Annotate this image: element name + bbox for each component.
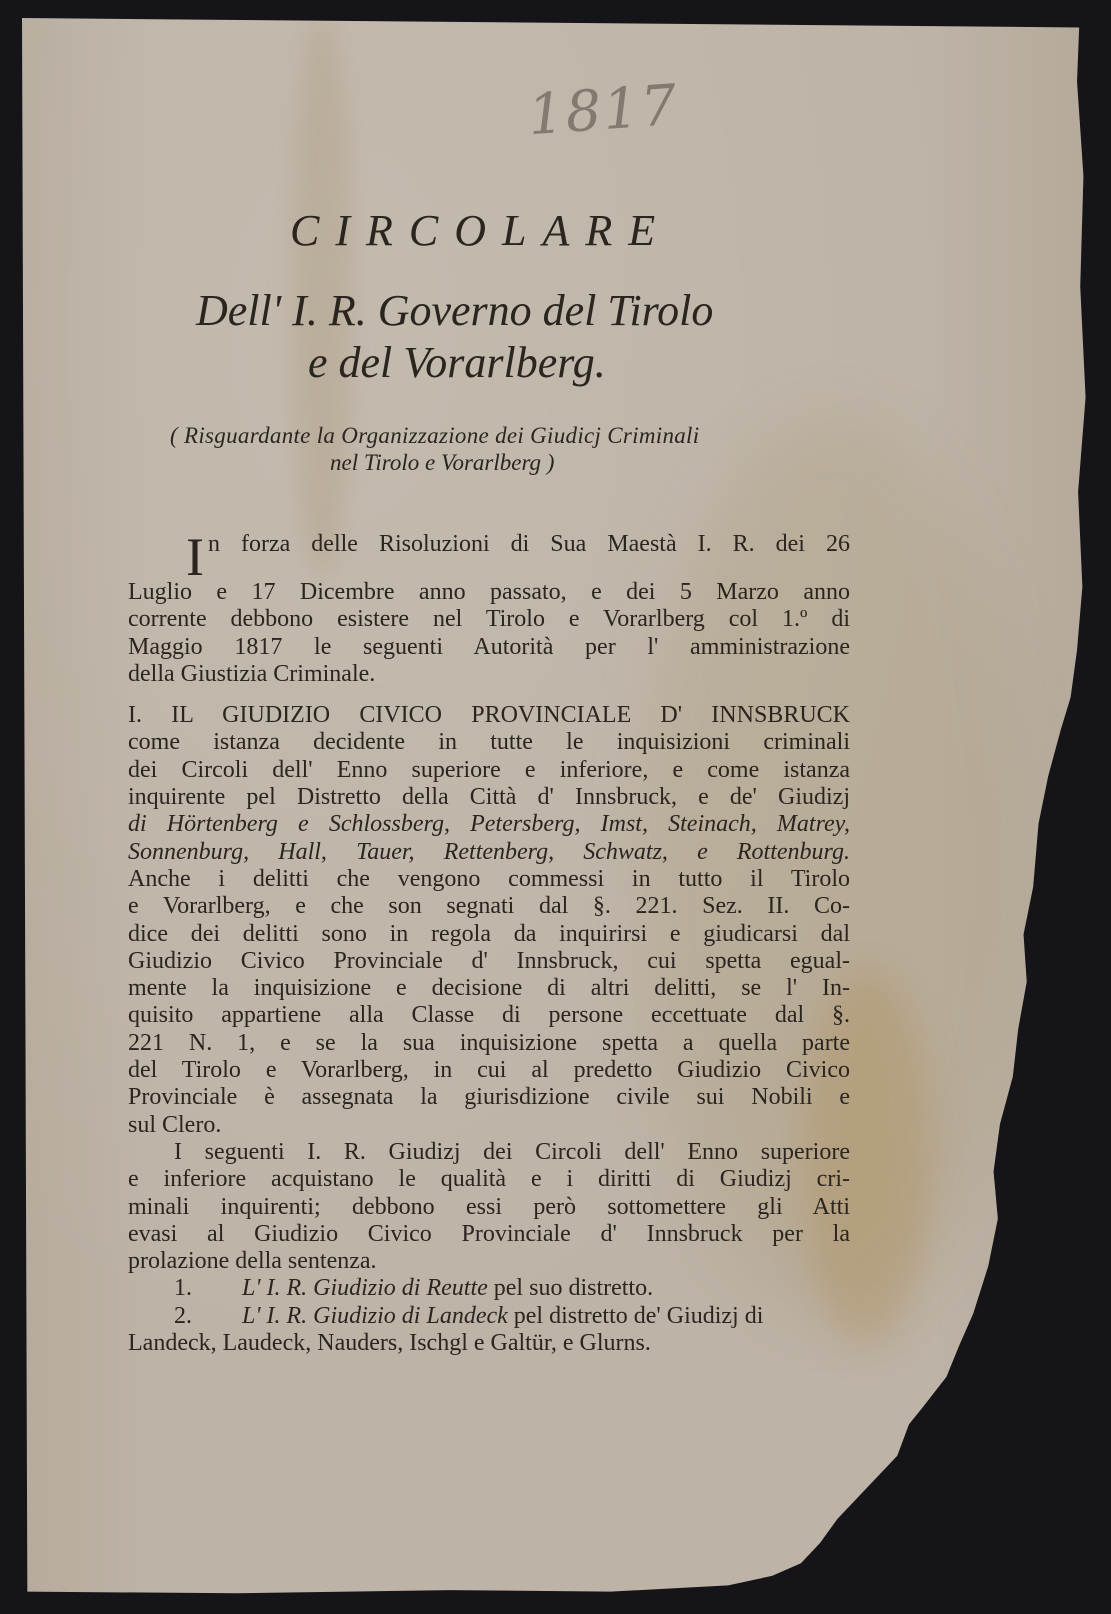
regarding-line-1: ( Risguardante la Organizzazione dei Giudicj Criminali bbox=[170, 423, 700, 448]
list-item bbox=[128, 1275, 850, 1302]
para2-line: e inferiore acquistano le qualità e i diritti di Giudizj cri- bbox=[128, 1166, 850, 1193]
list-item-text: pel suo distretto. bbox=[493, 1275, 654, 1302]
section-line: dei Circoli dell' Enno superiore e inferiore, e come istanza bbox=[128, 756, 850, 783]
list-item-court: L' I. R. Giudizio di Reutte bbox=[242, 1275, 494, 1302]
para2-line: I seguenti I. R. Giudizj dei Circoli dell' Enno superiore bbox=[174, 1138, 850, 1165]
list-item-court: L' I. R. Giudizio di Landeck bbox=[242, 1302, 514, 1329]
section-1 bbox=[128, 702, 850, 1357]
intro-paragraph bbox=[128, 527, 850, 688]
section-line: quisito appartiene alla Classe di persone eccettuate dal §. bbox=[128, 1002, 850, 1029]
section-line: e Vorarlberg, e che son segnati dal §. 221. Sez. II. Co- bbox=[128, 893, 850, 920]
document-subtitle-line-2: e del Vorarlberg. bbox=[308, 338, 606, 387]
para2-line: evasi al Giudizio Civico Provinciale d' Innsbruck per la bbox=[128, 1220, 850, 1247]
intro-line: Luglio e 17 Dicembre anno passato, e dei 5 Marzo anno bbox=[128, 579, 850, 605]
drop-cap: I bbox=[186, 527, 204, 587]
section-line: inquirente pel Distretto della Città d' Innsbruck, e de' Giudizj bbox=[128, 784, 850, 811]
section-line: del Tirolo e Vorarlberg, in cui al predetto Giudizio Civico bbox=[128, 1057, 850, 1084]
section-line: Giudizio Civico Provinciale d' Innsbruck, cui spetta egual- bbox=[128, 947, 850, 974]
list-item-number: 1. bbox=[174, 1275, 192, 1302]
document-subtitle-line-1: Dell' I. R. Governo del Tirolo bbox=[196, 286, 714, 335]
section-line: 221 N. 1, e se la sua inquisizione spetta a quella parte bbox=[128, 1029, 850, 1056]
intro-line: della Giustizia Criminale. bbox=[128, 660, 376, 687]
list-item-continuation: Landeck, Laudeck, Nauders, Ischgl e Galtür, e Glurns. bbox=[128, 1330, 651, 1357]
intro-line: corrente debbono esistere nel Tirolo e Vorarlberg col 1.º di bbox=[128, 606, 850, 633]
list-item-text: pel distretto de' Giudizj di bbox=[513, 1302, 764, 1329]
section-heading: I. IL GIUDIZIO CIVICO PROVINCIALE D' INNSBRUCK bbox=[128, 702, 850, 729]
section-line: come istanza decidente in tutte le inquisizioni criminali bbox=[128, 729, 850, 756]
section-line: Sonnenburg, Hall, Tauer, Rettenberg, Schwatz, e Rottenburg. bbox=[128, 838, 850, 865]
section-line: mente la inquisizione e decisione di altri delitti, se l' In- bbox=[128, 975, 850, 1002]
intro-line: Maggio 1817 le seguenti Autorità per l' amministrazione bbox=[128, 633, 850, 660]
para2-line: minali inquirenti; debbono essi però sottomettere gli Atti bbox=[128, 1193, 850, 1220]
list-item-number: 2. bbox=[174, 1302, 192, 1329]
section-line: sul Clero. bbox=[128, 1111, 222, 1138]
section-line: Anche i delitti che vengono commessi in tutto il Tirolo bbox=[128, 865, 850, 892]
document-title: CIRCOLARE bbox=[290, 206, 672, 255]
section-line: dice dei delitti sono in regola da inquirirsi e giudicarsi dal bbox=[128, 920, 850, 947]
document-body bbox=[128, 527, 850, 1357]
handwritten-year: 1817 bbox=[525, 72, 681, 149]
para2-line: prolazione della sentenza. bbox=[128, 1248, 377, 1275]
section-line: di Hörtenberg e Schlossberg, Petersberg, Imst, Steinach, Matrey, bbox=[128, 811, 850, 838]
intro-line: n forza delle Risoluzioni di Sua Maestà I. R. dei 26 bbox=[207, 531, 850, 557]
list-item bbox=[128, 1303, 850, 1330]
regarding-line-2: nel Tirolo e Vorarlberg ) bbox=[330, 450, 555, 475]
section-line: Provinciale è assegnata la giurisdizione civile sui Nobili e bbox=[128, 1084, 850, 1111]
